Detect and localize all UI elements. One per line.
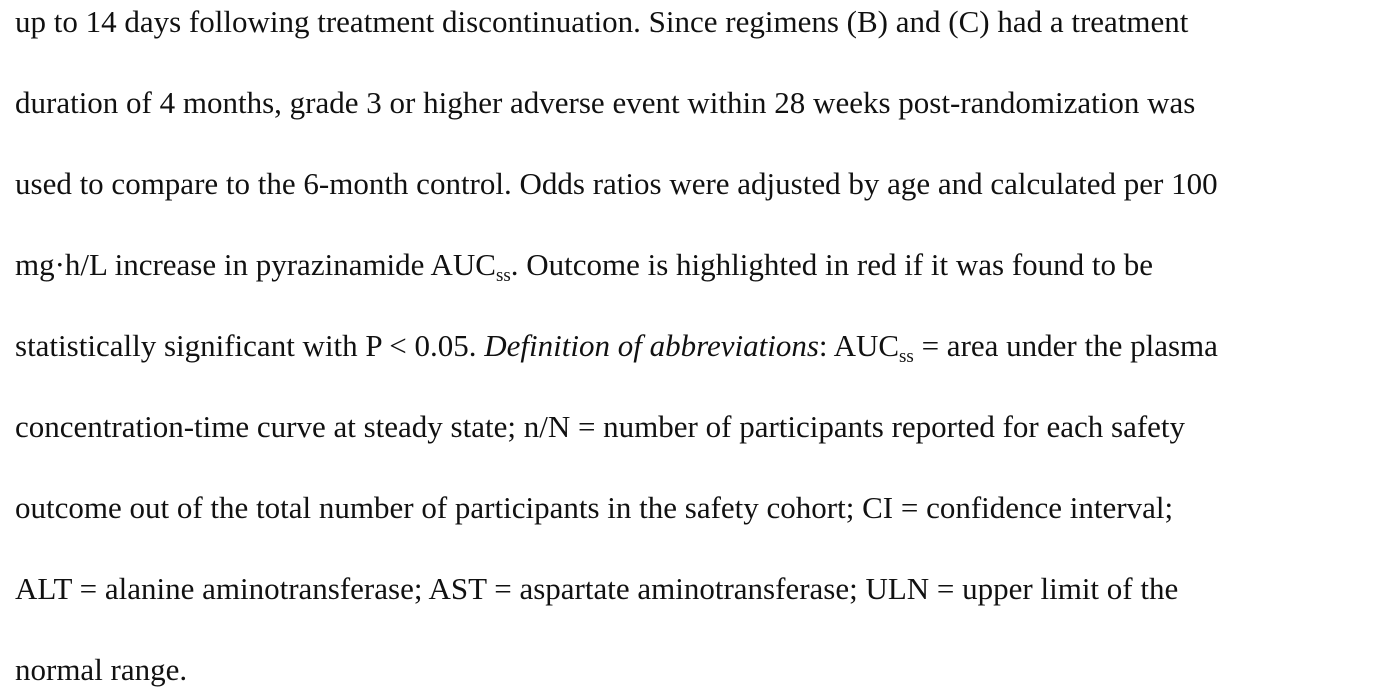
paragraph-line-8: ALT = alanine aminotransferase; AST = aspartate aminotransferase; ULN = upper limit of the [15, 571, 1179, 606]
paragraph-line-3: used to compare to the 6-month control. Odds ratios were adjusted by age and calculated per 100 [15, 166, 1218, 201]
paragraph-line-7: outcome out of the total number of participants in the safety cohort; CI = confidence interval; [15, 490, 1174, 525]
line-4-text-start: mg·h/L increase in pyrazinamide AUC [15, 247, 496, 282]
paragraph-line-5 [15, 328, 1218, 375]
line-4-text-end: . Outcome is highlighted in red if it was found to be [510, 247, 1154, 282]
abbreviations-heading: Definition of abbreviations [484, 328, 819, 363]
paragraph-line-4 [15, 247, 1153, 294]
paragraph-line-6: concentration-time curve at steady state; n/N = number of participants reported for each safety [15, 409, 1186, 444]
line-5-text-mid: : AUC [818, 328, 900, 363]
paragraph-line-1: up to 14 days following treatment discontinuation. Since regimens (B) and (C) had a treatment [15, 4, 1189, 39]
line-5-text-start: statistically significant with P < 0.05. [15, 328, 485, 363]
auc-subscript: ss [495, 265, 511, 286]
paragraph-line-2: duration of 4 months, grade 3 or higher adverse event within 28 weeks post-randomization was [15, 85, 1196, 120]
auc-subscript: ss [899, 346, 914, 367]
line-5-text-end: = area under the plasma [913, 328, 1218, 363]
paragraph-line-9: normal range. [15, 652, 188, 687]
